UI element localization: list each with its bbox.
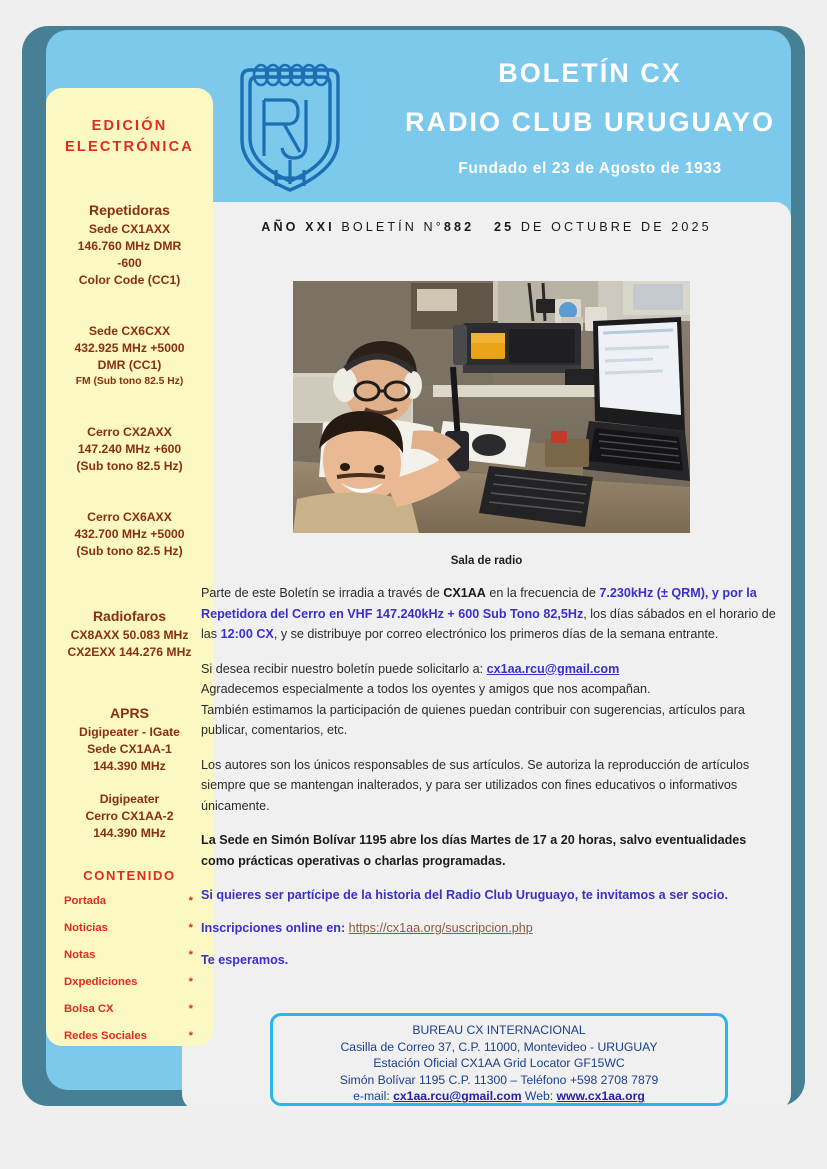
beacon-line: CX2EXX 144.276 MHz: [67, 645, 192, 659]
repeater-name: Cerro CX6AXX: [87, 510, 172, 524]
masthead-title-line1: BOLETÍN CX: [498, 58, 682, 88]
aprs-heading: APRS: [110, 705, 149, 721]
edition-line1: EDICIÓN: [91, 118, 168, 134]
repeater-line: (Sub tono 82.5 Hz): [76, 544, 183, 558]
aprs2-line: Digipeater: [99, 792, 160, 806]
toc-label: Dxpediciones: [64, 976, 138, 988]
aprs-line: Digipeater - IGate: [79, 725, 180, 739]
repeater-line: Color Code (CC1): [78, 273, 181, 287]
beacon-line: CX8AXX 50.083 MHz: [70, 628, 189, 642]
repeater-line: DMR (CC1): [97, 358, 162, 372]
paragraph-hq-hours: La Sede en Simón Bolívar 1195 abre los días Martes de 17 a 20 horas, salvo eventualidades como prácticas operativas o charlas programadas.: [201, 833, 747, 868]
issue-number: 882: [443, 220, 475, 234]
toc-marker: *: [188, 976, 193, 988]
p1-frequency: 7.230kHz (± QRM), y por la Repetidora del Cerro en VHF 147.240kHz + 600 Sub Tono 82,5Hz: [201, 586, 757, 621]
repeaters-heading: Repetidoras: [89, 202, 170, 218]
issue-bulletin-label: BOLETÍN N°: [341, 220, 444, 234]
toc-marker: *: [188, 922, 193, 934]
toc-label: Noticias: [64, 922, 108, 934]
paragraph-online-signup: [201, 918, 779, 939]
issue-year: AÑO XXI: [261, 220, 335, 234]
sidebar-item-bolsa-cx[interactable]: [46, 1003, 213, 1015]
p1-text-b: en la frecuencia de: [485, 586, 600, 600]
sidebar-item-noticias[interactable]: [46, 922, 213, 934]
repeater-line: 146.760 MHz DMR: [77, 239, 182, 253]
sidebar-item-redes-sociales[interactable]: [46, 1030, 213, 1042]
repeater-subtone: FM (Sub tono 82.5 Hz): [75, 376, 184, 387]
repeater-line: (Sub tono 82.5 Hz): [76, 459, 183, 473]
bureau-web-link[interactable]: www.cx1aa.org: [556, 1089, 645, 1104]
p2-text: Si desea recibir nuestro boletín puede solicitarlo a:: [201, 661, 487, 676]
paragraph-membership: Si quieres ser partícipe de la historia del Radio Club Uruguayo, te invitamos a ser socio.: [201, 888, 728, 902]
aprs2-line: Cerro CX1AA-2: [85, 809, 174, 823]
paragraph-broadcast: [201, 583, 779, 645]
subscription-url-link[interactable]: https://cx1aa.org/suscripcion.php: [348, 920, 533, 935]
repeater-line: 432.925 MHz +5000: [74, 341, 185, 355]
contents-heading: CONTENIDO: [83, 868, 176, 883]
body-text: [201, 583, 779, 983]
edition-line2: ELECTRÓNICA: [65, 139, 194, 155]
photo-caption: Sala de radio: [450, 555, 523, 567]
masthead-founded: Fundado el 23 de Agosto de 1933: [458, 160, 722, 177]
paragraph-await: Te esperamos.: [201, 953, 289, 967]
p8-text: Inscripciones online en:: [201, 920, 349, 935]
toc-marker: *: [188, 895, 193, 907]
repeater-name: Sede CX6CXX: [88, 324, 171, 338]
aprs-line: Sede CX1AA-1: [87, 742, 172, 756]
masthead-title-line2: RADIO CLUB URUGUAYO: [404, 107, 775, 137]
bureau-web-label: Web:: [521, 1089, 557, 1104]
repeater-name: Cerro CX2AXX: [87, 425, 172, 439]
bureau-email-label: e-mail:: [353, 1089, 394, 1104]
bureau-line1: BUREAU CX INTERNACIONAL: [412, 1023, 586, 1037]
toc-label: Bolsa CX: [64, 1003, 114, 1015]
toc-marker: *: [188, 949, 193, 961]
toc-marker: *: [188, 1003, 193, 1015]
beacons-heading: Radiofaros: [92, 608, 167, 624]
bureau-line4: Simón Bolívar 1195 C.P. 11300 – Teléfono +598 2708 7879: [339, 1072, 659, 1087]
rcu-shield-logo: [228, 48, 352, 200]
toc-marker: *: [188, 1030, 193, 1042]
issue-date: DE OCTUBRE DE 2025: [520, 220, 712, 234]
repeater-line: 147.240 MHz +600: [77, 442, 182, 456]
p1-text-d: , y se distribuye por correo electrónico los primeros días de la semana entrante.: [273, 627, 719, 641]
paragraph-subscribe: [201, 659, 779, 680]
toc-label: Portada: [64, 895, 107, 907]
bureau-line5: [273, 1088, 725, 1105]
repeater-item: [46, 509, 213, 560]
p1-text-a: Parte de este Boletín se irradia a través de: [201, 586, 444, 600]
toc-label: Redes Sociales: [64, 1030, 147, 1042]
paragraph-thanks: Agradecemos especialmente a todos los oyentes y amigos que nos acompañan.: [201, 682, 651, 696]
repeater-line: -600: [117, 256, 142, 270]
p1-callsign: CX1AA: [443, 586, 486, 600]
aprs2-line: 144.390 MHz: [93, 826, 166, 840]
radio-room-photo: [293, 281, 690, 533]
email-link[interactable]: cx1aa.rcu@gmail.com: [486, 661, 620, 676]
bureau-line3: Estación Oficial CX1AA Grid Locator GF15WC: [373, 1056, 625, 1071]
paragraph-authors: Los autores son los únicos responsables de sus artículos. Se autoriza la reproducción de artículos siempre que se mantengan inalterados, y para ser utilizados con fines educativos o informativos únicamente.: [201, 757, 750, 813]
p1-text-c: , los días sábados en el horario de las: [201, 606, 776, 641]
sidebar-item-notas[interactable]: [46, 949, 213, 961]
repeater-name: Sede CX1AXX: [88, 222, 171, 236]
toc-label: Notas: [64, 949, 96, 961]
sidebar-item-portada[interactable]: [46, 895, 213, 907]
bureau-email-link[interactable]: cx1aa.rcu@gmail.com: [393, 1089, 522, 1104]
issue-line: [182, 220, 791, 234]
p1-time: 12:00 CX: [220, 627, 274, 641]
bureau-box: [270, 1013, 728, 1106]
aprs-line: 144.390 MHz: [93, 759, 166, 773]
bureau-line2: Casilla de Correo 37, C.P. 11000, Montevideo - URUGUAY: [340, 1039, 658, 1054]
repeater-item: [46, 424, 213, 475]
sidebar-item-dxpediciones[interactable]: [46, 976, 213, 988]
repeater-line: 432.700 MHz +5000: [74, 527, 185, 541]
repeater-item: [46, 323, 213, 390]
edition-label: [46, 116, 213, 158]
issue-day: 25: [494, 220, 515, 234]
paragraph-participation: También estimamos la participación de quienes puedan contribuir con sugerencias, artículos para publicar, comentarios, etc.: [201, 702, 745, 737]
